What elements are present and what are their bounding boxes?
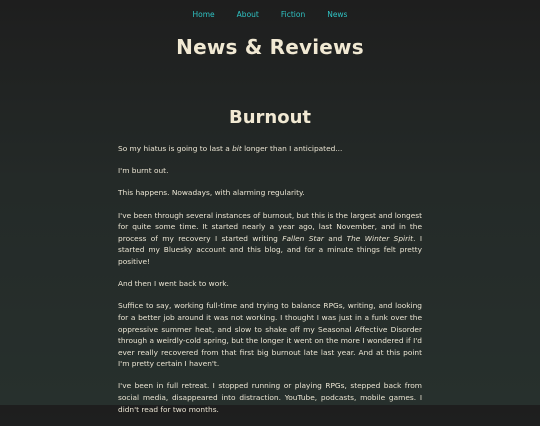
paragraph-hiatus [118, 143, 422, 155]
emphasis-text: bit [232, 144, 242, 153]
book-title-fallen-star: Fallen Star [282, 233, 324, 243]
top-nav [0, 10, 540, 19]
nav-link-fiction[interactable]: Fiction [280, 10, 306, 19]
book-title-winter-spirit: The Winter Spirit [346, 233, 414, 243]
paragraph-text: . I started my Bluesky account and this blog, and for a minute things felt pretty positive! [118, 233, 423, 266]
paragraph-text: So my hiatus is going to last a [118, 144, 233, 153]
paragraph-retreat: I've been in full retreat. I stopped running or playing RPGs, stepped back from social media, disappeared into distraction. YouTube, podcasts, mobile games. I didn't read for two months. [118, 381, 422, 414]
post-title: Burnout [228, 107, 311, 128]
paragraph-history [118, 210, 422, 268]
paragraph-this-happens: This happens. Nowadays, with alarming regularity. [118, 188, 305, 198]
paragraph-text: I've been through several instances of burnout, but this is the largest and longest for quite some time. It started nearly a year ago, last November, and in the process of my recovery I started writing [118, 210, 422, 243]
nav-link-about[interactable]: About [236, 10, 259, 19]
paragraph-text: longer than I anticipated... [241, 144, 343, 153]
paragraph-back-to-work: And then I went back to work. [118, 279, 229, 289]
paragraph-burnt-out: I'm burnt out. [118, 166, 169, 176]
paragraph-suffice: Suffice to say, working full-time and trying to balance RPGs, writing, and looking for a better job around it was not working. I thought I was just in a funk over the oppressive summer heat, and slow to shake off my Seasonal Affective Disorder through a weirdly-cold spring, but the longer it went on the more I wondered if I'd ever really recovered from that first big burnout late last year. And at this point I'm pretty certain I haven't. [118, 301, 422, 369]
nav-link-news[interactable]: News [327, 10, 348, 19]
paragraph-text: and [323, 233, 347, 243]
page-title: News & Reviews [176, 35, 364, 59]
post-body [118, 143, 422, 426]
nav-link-home[interactable]: Home [192, 10, 215, 19]
